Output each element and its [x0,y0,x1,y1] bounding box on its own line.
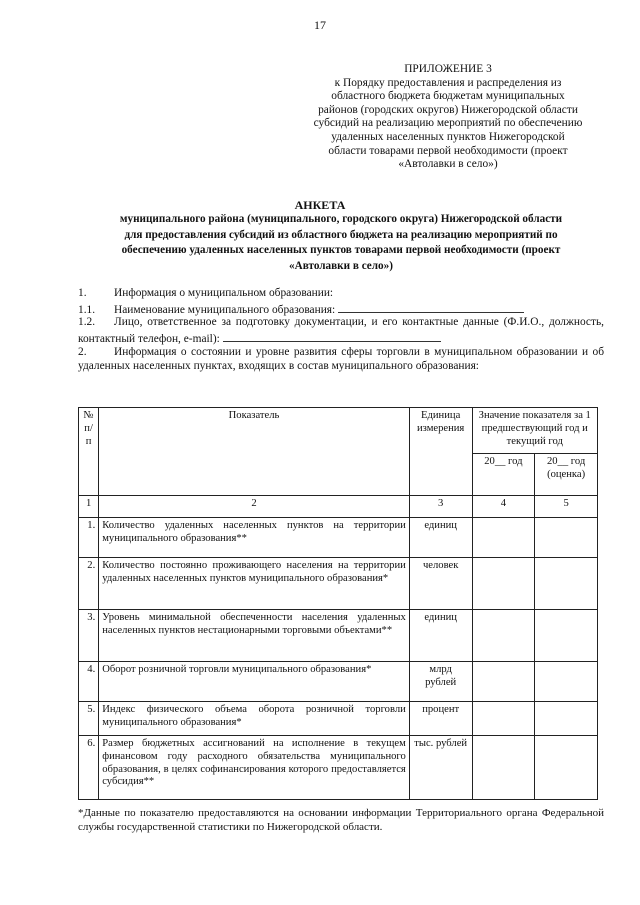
section-text: Информация о муниципальном образовании: [114,287,334,299]
column-number: 5 [535,496,598,518]
section-1 [78,287,604,301]
appendix-line: области товарами первой необходимости (проект [328,144,568,157]
footnote: *Данные по показателю предоставляются на основании информации Территориального органа Федеральной службы государственной статистики по Нижегородской области. [78,807,604,833]
row-number: 4. [79,662,99,702]
row-indicator: Индекс физического объема оборота розничной торговли муниципального образования* [99,702,410,736]
responsible-person-field[interactable] [223,330,441,342]
section-text: Информация о состоянии и уровне развития сферы торговли в муниципальном образовании и об удаленных населенных пунктах, входящих в состав муниципального образования: [78,346,604,372]
appendix-line: субсидий на реализацию мероприятий по обеспечению [313,117,583,130]
section-number: 2. [78,346,87,358]
value-cell-cur[interactable] [535,736,598,800]
value-cell-prev[interactable] [472,662,535,702]
value-cell-cur[interactable] [535,610,598,662]
row-indicator: Количество постоянно проживающего населения на территории удаленных населенных пунктов муниципального образования* [99,558,410,610]
section-number: 1.1. [78,304,96,316]
value-cell-prev[interactable] [472,558,535,610]
value-cell-prev[interactable] [472,518,535,558]
value-cell-cur[interactable] [535,662,598,702]
header-num: № п/п [79,408,99,496]
section-number: 1. [78,287,87,299]
form-subtitle-line: муниципального района (муниципального, городского округа) Нижегородской области [119,213,563,225]
section-2 [78,346,604,373]
value-cell-cur[interactable] [535,558,598,610]
row-indicator: Уровень минимальной обеспеченности населения удаленных населенных пунктов нестационарными торговыми объектами** [99,610,410,662]
form-subtitle-line: обеспечению удаленных населенных пунктов товарами первой необходимости (проект [121,244,561,257]
row-unit: единиц [409,518,472,558]
value-cell-prev[interactable] [472,736,535,800]
row-unit: человек [409,558,472,610]
column-number: 3 [409,496,472,518]
appendix-line: «Автолавки в село») [398,158,498,171]
appendix-line: удаленных населенных пунктов Нижегородской [331,130,565,143]
appendix-header [298,63,598,172]
row-number: 3. [79,610,99,662]
section-1-2 [78,316,604,346]
form-subtitle-line: «Автолавки в село») [289,259,393,272]
header-unit: Единица измерения [409,408,472,496]
form-title: АНКЕТА [294,198,346,212]
value-cell-prev[interactable] [472,610,535,662]
column-number: 1 [79,496,99,518]
value-cell-cur[interactable] [535,702,598,736]
appendix-title: ПРИЛОЖЕНИЕ 3 [404,63,492,75]
row-unit: тыс. рублей [409,736,472,800]
row-indicator: Количество удаленных населенных пунктов на территории муниципального образования** [99,518,410,558]
header-year-cur: 20__ год (оценка) [535,454,598,496]
table-row [79,518,598,558]
page-number: 17 [314,18,326,32]
value-cell-prev[interactable] [472,702,535,736]
table-row [79,702,598,736]
header-indicator: Показатель [99,408,410,496]
section-number: 1.2. [78,316,96,328]
appendix-line: районов (городских округов) Нижегородской области [318,103,578,116]
row-number: 2. [79,558,99,610]
table-row [79,662,598,702]
section-text: Наименование муниципального образования: [114,304,336,316]
table-row [79,558,598,610]
row-number: 6. [79,736,99,800]
section-text: Лицо, ответственное за подготовку документации, и его контактные данные (Ф.И.О., должность, контактный телефон, e-mail): [78,316,604,345]
row-unit: млрд рублей [409,662,472,702]
table-row [79,736,598,800]
table-row [79,610,598,662]
appendix-line: к Порядку предоставления и распределения из [334,76,562,89]
appendix-line: областного бюджета бюджетам муниципальных [331,90,565,103]
header-value: Значение показателя за 1 предшествующий год и текущий год [472,408,597,454]
row-indicator: Оборот розничной торговли муниципального образования* [99,662,410,702]
indicators-table [78,407,598,800]
column-number: 2 [99,496,410,518]
form-subtitle-line: для предоставления субсидий из областного бюджета на реализацию мероприятий по [124,228,558,241]
column-number: 4 [472,496,535,518]
row-indicator: Размер бюджетных ассигнований на исполнение в текущем финансовом году расходного обязательства муниципального образования, в целях софинансирования которого предоставляется субсидия** [99,736,410,800]
row-number: 5. [79,702,99,736]
form-subtitle [78,212,604,274]
header-year-prev: 20__ год [472,454,535,496]
row-unit: процент [409,702,472,736]
row-number: 1. [79,518,99,558]
municipality-name-field[interactable] [338,301,524,313]
value-cell-cur[interactable] [535,518,598,558]
row-unit: единиц [409,610,472,662]
